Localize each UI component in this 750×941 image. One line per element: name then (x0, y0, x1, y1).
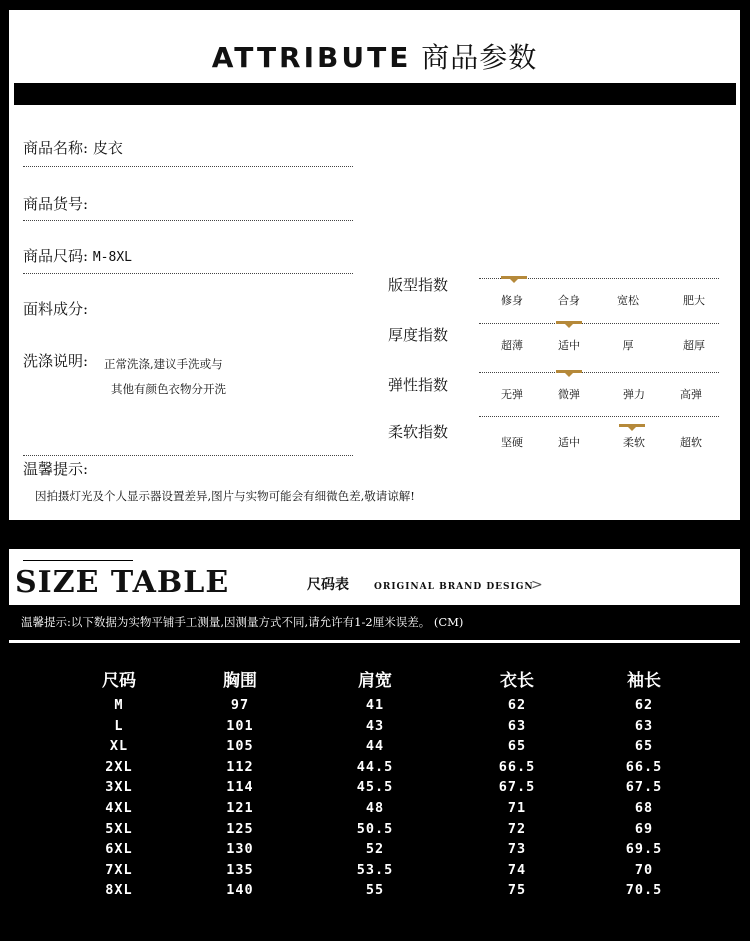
field-size-label: 商品尺码: (23, 247, 89, 265)
scale-option: 无弹 (501, 388, 523, 401)
column-header: 肩宽 (358, 671, 392, 691)
scale-option: 厚 (622, 339, 634, 352)
table-cell: 50.5 (356, 820, 394, 837)
table-cell: 75 (507, 882, 527, 899)
table-cell: 125 (226, 820, 254, 837)
field-sku-label: 商品货号: (23, 195, 89, 213)
table-cell: 3XL (105, 779, 133, 796)
column-header: 衣长 (500, 671, 534, 691)
column-header: 袖长 (627, 671, 661, 691)
table-cell: M (114, 697, 124, 713)
title-rule (23, 560, 133, 561)
wash-line-1: 正常洗涤,建议手洗或与 (104, 357, 223, 371)
table-cell: 68 (634, 800, 654, 816)
wash-line-2: 其他有颜色衣物分开洗 (111, 382, 226, 396)
scale-track (479, 323, 719, 324)
field-sku (23, 193, 353, 214)
index-scale-thickness (479, 323, 719, 353)
table-cell: 71 (507, 800, 527, 816)
table-cell: 62 (634, 697, 654, 713)
scale-marker (619, 424, 645, 427)
field-name-value: 皮衣 (92, 139, 123, 157)
table-cell: 43 (365, 717, 385, 734)
table-cell: 44 (365, 738, 385, 755)
field-fabric (23, 298, 353, 319)
table-cell: 52 (365, 841, 385, 858)
brand-tagline: ORIGINAL BRAND DESIGN (374, 582, 534, 592)
field-divider (23, 166, 353, 167)
table-cell: 97 (230, 697, 250, 713)
attribute-title (9, 36, 740, 76)
table-cell: 5XL (105, 820, 133, 837)
index-scale-elasticity (479, 372, 719, 402)
field-wash-label: 洗涤说明: (23, 352, 89, 370)
scale-marker (501, 276, 527, 279)
table-cell: 70 (634, 861, 654, 878)
table-cell: 130 (226, 841, 254, 858)
scale-option: 宽松 (617, 294, 639, 307)
scale-divider (479, 416, 719, 417)
table-cell: 63 (507, 717, 527, 734)
scale-track (479, 372, 719, 373)
field-size-value: M-8XL (92, 250, 132, 265)
scale-option: 合身 (558, 294, 580, 307)
table-cell: 101 (226, 717, 254, 734)
field-divider (23, 455, 353, 456)
column-header: 尺码 (102, 671, 136, 691)
scale-option: 超薄 (501, 339, 523, 352)
column-header: 胸围 (223, 671, 257, 691)
notice-title (23, 458, 353, 479)
scale-option: 肥大 (683, 294, 705, 307)
table-cell: 45.5 (356, 779, 394, 796)
table-cell: 53.5 (356, 861, 394, 878)
notice-text: 因拍摄灯光及个人显示器设置差异,图片与实物可能会有细微色差,敬请谅解! (35, 489, 415, 503)
table-cell: 55 (365, 882, 385, 899)
field-fabric-label: 面料成分: (23, 300, 89, 318)
scale-option: 高弹 (680, 388, 702, 401)
table-cell: 69.5 (625, 841, 663, 858)
table-cell: 44.5 (356, 758, 394, 775)
scale-option: 适中 (558, 339, 580, 352)
field-divider (23, 220, 353, 221)
index-label-softness: 柔软指数 (388, 423, 449, 441)
table-cell: 121 (226, 800, 254, 816)
scale-option: 坚硬 (501, 436, 523, 449)
measurement-tip: 温馨提示:以下数据为实物平铺手工测量,因测量方式不同,请允许有1-2厘米误差。 (CM) (9, 605, 740, 640)
scale-option: 超软 (680, 436, 702, 449)
size-table-header (9, 549, 740, 643)
scale-option: 微弹 (558, 388, 580, 401)
table-cell: 70.5 (625, 882, 663, 899)
table-cell: 66.5 (498, 758, 536, 775)
scale-marker (556, 321, 582, 324)
table-cell: 41 (365, 697, 385, 713)
scale-option: 柔软 (623, 436, 645, 449)
table-cell: 69 (634, 820, 654, 837)
index-label-thickness: 厚度指数 (388, 326, 449, 344)
field-name-label: 商品名称: (23, 139, 89, 157)
index-scale-softness (479, 420, 719, 450)
attribute-panel (9, 10, 740, 520)
table-cell: 63 (634, 717, 654, 734)
chevron-right-icon: > (531, 577, 543, 593)
index-scale-fit (479, 278, 719, 308)
table-cell: 135 (226, 861, 254, 878)
table-cell: 8XL (105, 882, 133, 899)
table-cell: 73 (507, 841, 527, 858)
table-cell: 67.5 (625, 779, 663, 796)
table-cell: 65 (507, 738, 527, 755)
table-cell: 140 (226, 882, 254, 899)
table-cell: 114 (226, 779, 254, 796)
notice-label: 温馨提示: (23, 460, 89, 478)
table-cell: 66.5 (625, 758, 663, 775)
table-cell: 72 (507, 820, 527, 837)
table-cell: 7XL (105, 861, 133, 878)
table-cell: 67.5 (498, 779, 536, 796)
scale-marker (556, 370, 582, 373)
table-cell: 4XL (105, 800, 133, 816)
table-cell: 6XL (105, 841, 133, 858)
attribute-title-en: ATTRIBUTE (211, 41, 412, 74)
scale-option: 修身 (501, 294, 523, 307)
size-table-title: SIZE TABLE (15, 565, 230, 600)
table-cell: 105 (226, 738, 254, 755)
field-size (23, 245, 353, 266)
index-label-fit: 版型指数 (388, 276, 449, 294)
header-divider-bar (14, 83, 736, 105)
table-cell: 74 (507, 861, 527, 878)
scale-option: 超厚 (683, 339, 705, 352)
table-cell: 65 (634, 738, 654, 755)
table-cell: 48 (365, 800, 385, 816)
index-label-elasticity: 弹性指数 (388, 376, 449, 394)
table-cell: L (114, 717, 124, 734)
table-cell: 62 (507, 697, 527, 713)
field-divider (23, 273, 353, 274)
table-cell: 112 (226, 758, 254, 775)
table-cell: 2XL (105, 758, 133, 775)
table-cell: XL (109, 738, 129, 755)
attribute-title-zh: 商品参数 (421, 41, 538, 74)
scale-option: 弹力 (623, 388, 645, 401)
scale-option: 适中 (558, 436, 580, 449)
size-table (9, 650, 740, 933)
size-chart-label: 尺码表 (307, 577, 349, 593)
field-name (23, 137, 353, 158)
